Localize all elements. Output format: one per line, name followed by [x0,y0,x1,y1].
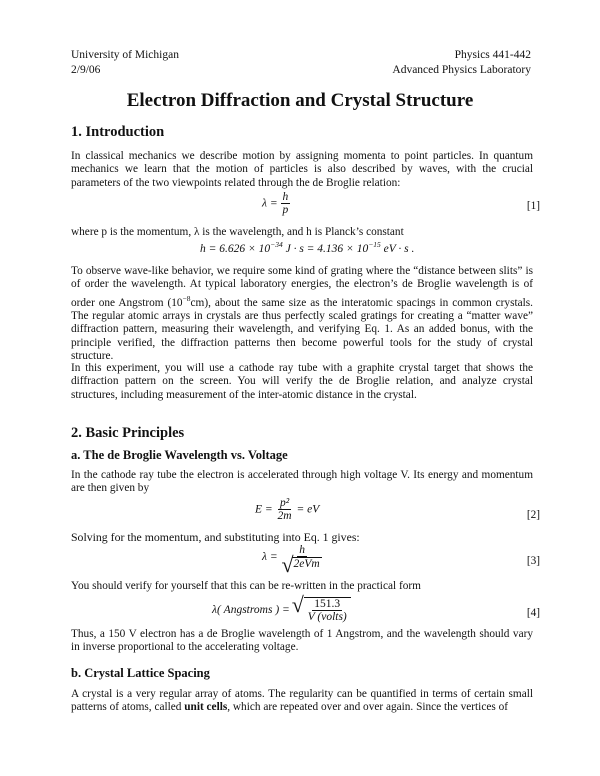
eq4-numerator: √ 151.3 [314,598,341,610]
equation-3 [262,544,324,571]
eq3-fraction [281,544,324,571]
section-heading-basic-principles: 2. Basic Principles [71,425,185,441]
equation-1-number: [1] [526,200,540,212]
intro-paragraph-3 [71,265,533,364]
planck-part-1: h = 6.626 × 10 [200,242,271,255]
intro-paragraph-1: In classical mechanics we describe motion by assigning momenta to point particles. In quantum mechanics we learn that the motion of particles is also described by waves, with the crucial parameters of the two viewpoints related through the de Broglie relation: [71,150,533,189]
basic-paragraph-4: Thus, a 150 V electron has a de Broglie wavelength of 1 Angstrom, and the wavelength should vary in inverse proportional to the accelerating voltage. [71,628,533,654]
eq3-numerator: h [299,544,305,556]
subsection-heading-de-broglie: a. The de Broglie Wavelength vs. Voltage [71,448,288,462]
eq1-denominator: p [282,204,289,216]
eq1-fraction [281,191,291,217]
eq4-lhs: λ( Angstroms ) = [212,604,290,617]
equation-4 [212,597,351,624]
basic-p5-part-b: , which are repeated over and over again. Since the vertices of [227,701,508,714]
eq3-lhs: λ = [262,551,278,564]
basic-paragraph-1: In the cathode ray tube the electron is accelerated through high voltage V. Its energy and momentum are then given by [71,469,533,495]
eq4-radicand [304,597,351,624]
basic-paragraph-5 [71,688,533,715]
eq4-denominator: V (volts) [307,611,347,623]
planck-exponent-1: −34 [270,240,283,249]
intro-p3-part-b: cm), about the same size as the interatomic spacings in common crystals. The regular atomic arrays in crystals are thus perfectly scaled gratings for creating a “matter wave” diffraction pattern, measuring their wavelength, and verifying Eq. 1. As an added bonus, with the principle verified, the diffraction patterns then become powerful tools for the study of crystal structure. [71,296,533,363]
unit-cells-term: unit cells [184,701,228,714]
header-right [330,48,531,78]
page-title: Electron Diffraction and Crystal Structure [126,90,474,111]
basic-p5-part-a: A crystal is a very regular array of atoms. The regularity can be quantified in terms of certain small patterns of atoms, called [71,688,533,714]
planck-part-2: J · s = 4.136 × 10 [282,242,369,255]
basic-paragraph-3: You should verify for yourself that this can be re-written in the practical form [71,580,421,592]
intro-p3-exponent: −8 [182,293,191,303]
planck-part-3: eV · s . [380,242,415,255]
intro-p3-part-a: To observe wave-like behavior, we require some kind of grating where the “distance between slits” is of order the wavelength. At typical laboratory energies, the electron’s de Broglie wavelength is of order one Angstrom (10 [71,265,533,309]
intro-paragraph-2: where p is the momentum, λ is the wavelength, and h is Planck’s constant [71,226,404,238]
equation-4-number: [4] [526,607,540,619]
institution: University of Michigan [71,49,179,61]
course-name: Advanced Physics Laboratory [392,64,531,76]
eq2-denominator: 2m [277,510,292,522]
eq3-sqrt [283,557,322,571]
equation-2 [255,497,319,523]
eq3-denominator: 2eVm [293,558,320,570]
eq4-fraction [306,598,349,624]
section-heading-introduction: 1. Introduction [71,124,165,140]
eq4-sqrt [293,597,351,624]
eq2-fraction [276,497,294,523]
date: 2/9/06 [71,64,101,76]
subsection-heading-crystal-lattice: b. Crystal Lattice Spacing [71,666,210,680]
eq1-lhs: λ = [262,197,278,210]
planck-equation [200,240,414,255]
planck-exponent-2: −15 [368,240,381,249]
equation-3-number: [3] [526,555,540,567]
eq2-lhs: E = [255,503,273,516]
equation-2-number: [2] [526,509,540,521]
equation-1 [262,191,290,217]
eq2-rhs: = eV [296,503,320,516]
eq2-numerator: p² [279,497,290,509]
header-left [71,48,179,78]
eq1-numerator: h [282,191,289,203]
basic-paragraph-2: Solving for the momentum, and substituting into Eq. 1 gives: [71,530,360,544]
course-number: Physics 441-442 [454,49,531,61]
intro-paragraph-4: In this experiment, you will use a cathode ray tube with a graphite crystal target that shows the diffraction pattern on the screen. You will verify the de Broglie relation, and analyze crystal structures, including measurement of the inter-atomic distance in the crystal. [71,362,533,401]
